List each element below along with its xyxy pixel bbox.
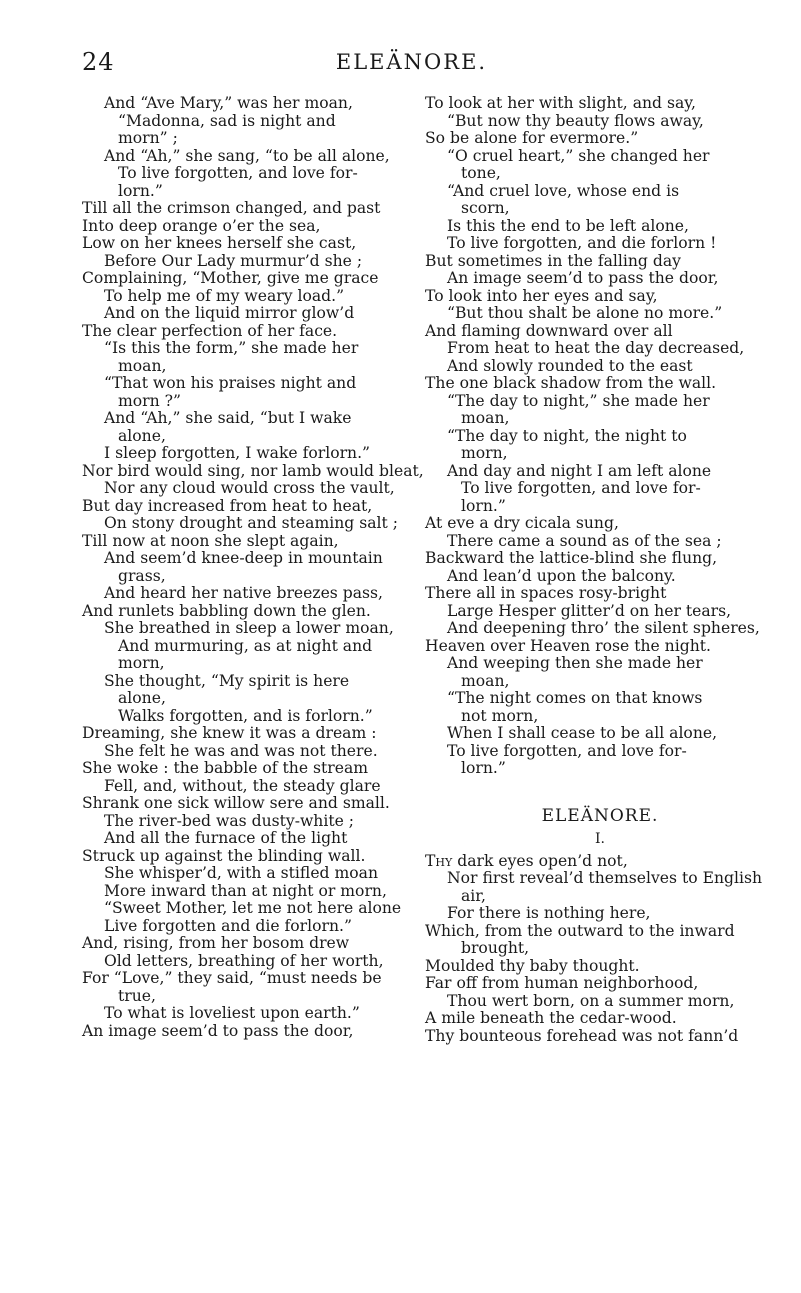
poem-line: Live forgotten and die forlorn.” bbox=[104, 916, 352, 935]
poem-line: And deepening thro’ the silent spheres, bbox=[447, 619, 760, 637]
poem-line: air, bbox=[461, 886, 486, 905]
poem-line: And lean’d upon the balcony. bbox=[447, 566, 676, 585]
poem-line: Into deep orange o’er the sea, bbox=[82, 216, 321, 235]
poem-line: At eve a dry cicala sung, bbox=[425, 514, 619, 532]
running-title: ELEÄNORE. bbox=[335, 50, 488, 74]
poem-line: The river-bed was dusty-white ; bbox=[104, 811, 355, 830]
poem-line: lorn.” bbox=[461, 496, 506, 515]
poem-line: I sleep forgotten, I wake forlorn.” bbox=[104, 444, 371, 462]
poem-line: Moulded thy baby thought. bbox=[425, 956, 640, 975]
poem-line: lorn.” bbox=[461, 759, 506, 777]
poem-line: “O cruel heart,” she changed her bbox=[447, 146, 710, 165]
poem-line: morn, bbox=[118, 654, 165, 672]
poem-line: lorn.” bbox=[118, 181, 163, 200]
poem-line: And “Ah,” she said, “but I wake bbox=[104, 409, 352, 427]
poem-line: Thy dark eyes open’d not, bbox=[425, 851, 628, 870]
poem-line: true, bbox=[118, 986, 156, 1005]
poem-line: moan, bbox=[118, 356, 167, 375]
poem-line: An image seem’d to pass the door, bbox=[447, 269, 719, 287]
poem-line: Low on her knees herself she cast, bbox=[82, 234, 357, 252]
poem-line: Heaven over Heaven rose the night. bbox=[425, 636, 711, 655]
poem-line: “Madonna, sad is night and bbox=[118, 111, 336, 130]
poem-line: More inward than at night or morn, bbox=[104, 881, 387, 900]
poem-line: To look into her eyes and say, bbox=[425, 286, 658, 305]
poem2-lines bbox=[425, 853, 775, 1046]
poem-line: “That won his praises night and bbox=[104, 374, 357, 392]
poem-line: Nor any cloud would cross the vault, bbox=[104, 479, 395, 497]
poem-line: On stony drought and steaming salt ; bbox=[104, 514, 398, 532]
poem-line: For “Love,” they said, “must needs be bbox=[82, 969, 382, 987]
poem-line: Nor bird would sing, nor lamb would bleat, bbox=[82, 461, 424, 480]
poem-line: And, rising, from her bosom drew bbox=[82, 934, 350, 952]
poem-line: To live forgotten, and love for- bbox=[461, 479, 701, 497]
poem-line: Walks forgotten, and is forlorn.” bbox=[118, 706, 373, 725]
poem-line: And flaming downward over all bbox=[425, 321, 673, 340]
poem-line: Fell, and, without, the steady glare bbox=[104, 776, 381, 795]
poem-line: And “Ave Mary,” was her moan, bbox=[104, 94, 353, 112]
poem-line: grass, bbox=[118, 566, 166, 585]
poem-line: brought, bbox=[461, 939, 530, 957]
poem-line: But day increased from heat to heat, bbox=[82, 496, 373, 515]
poem-line: Far off from human neighborhood, bbox=[425, 974, 699, 992]
poem-line: alone, bbox=[118, 426, 166, 445]
poem-line: Struck up against the blinding wall. bbox=[82, 846, 366, 865]
poem-line: There came a sound as of the sea ; bbox=[447, 531, 722, 550]
poem-line: From heat to heat the day decreased, bbox=[447, 339, 745, 357]
poem-line: scorn, bbox=[461, 199, 510, 217]
poem-line: morn ?” bbox=[118, 391, 181, 410]
poem-line: Thy bounteous forehead was not fann’d bbox=[425, 1026, 739, 1045]
right-column bbox=[425, 95, 775, 1045]
poem-line: And slowly rounded to the east bbox=[447, 356, 693, 375]
left-column bbox=[82, 95, 428, 1040]
poem-line: And seem’d knee-deep in mountain bbox=[104, 549, 383, 567]
poem-line: An image seem’d to pass the door, bbox=[82, 1021, 354, 1040]
poem-line: Before Our Lady murmur’d she ; bbox=[104, 251, 363, 270]
poem-line: moan, bbox=[461, 409, 510, 427]
poem-line: Large Hesper glitter’d on her tears, bbox=[447, 601, 732, 620]
poem-line: To live forgotten, and love for- bbox=[118, 164, 358, 182]
poem-line: So be alone for evermore.” bbox=[425, 129, 639, 147]
poem-line: Old letters, breathing of her worth, bbox=[104, 951, 384, 970]
poem-line: “The night comes on that knows bbox=[447, 689, 703, 707]
poem-line: Dreaming, she knew it was a dream : bbox=[82, 724, 377, 742]
poem-line: Till now at noon she slept again, bbox=[82, 531, 339, 550]
poem-line: The one black shadow from the wall. bbox=[425, 374, 717, 392]
poem-line: She breathed in sleep a lower moan, bbox=[104, 619, 394, 637]
poem-line: And on the liquid mirror glow’d bbox=[104, 304, 355, 322]
poem-line: And heard her native breezes pass, bbox=[104, 584, 384, 602]
poem-line: And runlets babbling down the glen. bbox=[82, 601, 371, 620]
poem-line: There all in spaces rosy-bright bbox=[425, 584, 667, 602]
poem-line: She felt he was and was not there. bbox=[104, 741, 378, 760]
poem-line: Thou wert born, on a summer morn, bbox=[447, 991, 735, 1010]
poem-line: She thought, “My spirit is here bbox=[104, 671, 350, 690]
page-number: 24 bbox=[82, 48, 115, 76]
poem-line: She whisper’d, with a stifled moan bbox=[104, 864, 379, 882]
poem-line: alone, bbox=[118, 689, 166, 707]
poem-line: “Sweet Mother, let me not here alone bbox=[104, 899, 402, 917]
poem-line: moan, bbox=[461, 671, 510, 690]
poem-line: To help me of my weary load.” bbox=[104, 286, 345, 305]
poem-line: She woke : the babble of the stream bbox=[82, 759, 369, 777]
poem-line: “Is this the form,” she made her bbox=[104, 339, 359, 357]
poem-line: To look at her with slight, and say, bbox=[425, 94, 696, 112]
poem-line: “The day to night, the night to bbox=[447, 426, 687, 445]
section-number: I. bbox=[595, 831, 605, 847]
poem-title: ELEÄNORE. bbox=[541, 805, 659, 826]
poem-line: And weeping then she made her bbox=[447, 654, 703, 672]
poem-line: Shrank one sick willow sere and small. bbox=[82, 794, 390, 812]
poem-line: “But now thy beauty flows away, bbox=[447, 111, 704, 130]
poem-line: To live forgotten, and love for- bbox=[447, 741, 687, 760]
poem-line: And all the furnace of the light bbox=[104, 829, 348, 847]
poem-line: tone, bbox=[461, 164, 501, 182]
poem-line: Backward the lattice-blind she flung, bbox=[425, 549, 718, 567]
poem-line: Nor first reveal’d themselves to English bbox=[447, 869, 763, 887]
poem-line: To what is loveliest upon earth.” bbox=[104, 1004, 360, 1022]
poem-line: But sometimes in the falling day bbox=[425, 251, 681, 270]
poem-line: And day and night I am left alone bbox=[447, 461, 712, 480]
poem-line: When I shall cease to be all alone, bbox=[447, 724, 718, 742]
poem-line: Till all the crimson changed, and past bbox=[82, 199, 381, 217]
poem-line: “The day to night,” she made her bbox=[447, 391, 710, 410]
poem-line: not morn, bbox=[461, 706, 539, 725]
poem-line: And murmuring, as at night and bbox=[118, 636, 373, 655]
right-column-lines bbox=[425, 95, 775, 778]
poem-line: Which, from the outward to the inward bbox=[425, 921, 735, 940]
poem-line: Complaining, “Mother, give me grace bbox=[82, 269, 379, 287]
poem-line: morn, bbox=[461, 444, 508, 462]
poem-line: For there is nothing here, bbox=[447, 904, 651, 922]
poem-line: “And cruel love, whose end is bbox=[447, 181, 680, 200]
poem-line: The clear perfection of her face. bbox=[82, 321, 338, 340]
poem-line: “But thou shalt be alone no more.” bbox=[447, 304, 723, 322]
page-header bbox=[82, 48, 741, 76]
poem-line: Is this the end to be left alone, bbox=[447, 216, 689, 235]
poem-line: To live forgotten, and die forlorn ! bbox=[447, 234, 717, 252]
poem-line: A mile beneath the cedar-wood. bbox=[425, 1009, 677, 1027]
poem-line: And “Ah,” she sang, “to be all alone, bbox=[104, 146, 390, 165]
poem-line: morn” ; bbox=[118, 129, 178, 147]
